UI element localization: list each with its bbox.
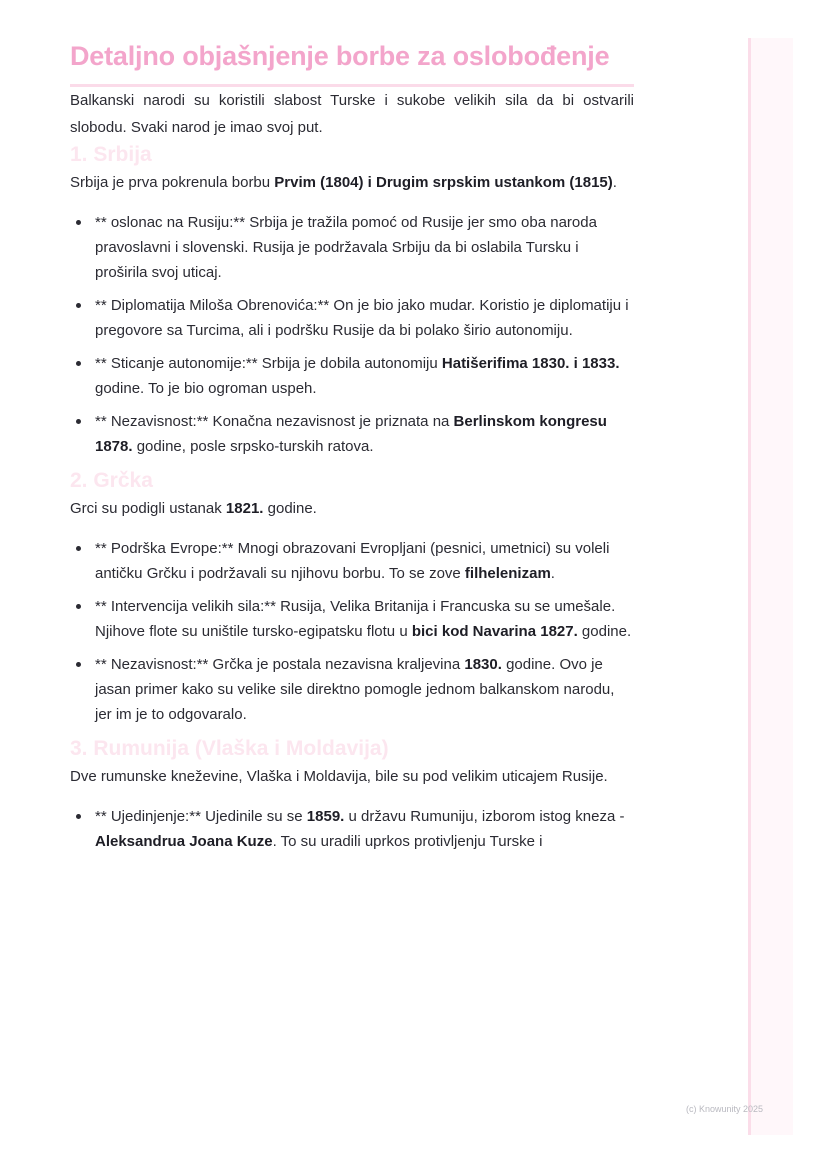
document-page [70,38,634,862]
bullet-text: On je bio jako mudar. Koristio je diplomatiju i pregovore sa Turcima, ali i podršku Rusije da bi polako širio autonomiju. [95,297,629,339]
bullet-text-end: . To su uradili uprkos protivljenju Turske i [272,833,543,850]
bullet-bold: Hatišerifima 1830. i 1833. [441,355,620,372]
list-item [70,293,634,343]
bullet-icon [76,419,81,424]
intro-bold: 1821. [225,500,264,517]
bullet-text: Ujedinile su se [200,808,307,825]
section-intro-grcka [70,495,634,522]
bullet-label: ** Podrška Evrope:** [95,540,234,557]
bullet-icon [76,814,81,819]
bullet-icon [76,662,81,667]
intro-text-end: godine. [263,500,317,517]
side-panel [748,38,793,1135]
bullet-label: ** Nezavisnost:** [95,656,209,673]
intro-text: Dve rumunske kneževine, Vlaška i Moldavija, bile su pod velikim uticajem Rusije. [70,768,608,785]
intro-text: Grci su podigli ustanak [70,500,226,517]
bullet-text: Grčka je postala nezavisna kraljevina [208,656,465,673]
bullet-icon [76,220,81,225]
intro-text-end: . [612,174,617,191]
bullet-icon [76,303,81,308]
bullet-icon [76,361,81,366]
bullet-bold: bici kod Navarina 1827. [411,623,578,640]
bullet-text: Srbija je dobila autonomiju [257,355,442,372]
bullet-text-end: godine. To je bio ogroman uspeh. [95,380,317,397]
list-item [70,652,634,727]
bullet-text: Rusija, Velika Britanija i Francuska su se umešale. Njihove flote su uništile tursko-egipatsku flotu u [95,598,616,640]
bullet-label: ** Diplomatija Miloša Obrenovića:** [95,297,330,314]
bullet-bold: 1859. [306,808,345,825]
copyright-watermark: (c) Knowunity 2025 [686,1104,764,1114]
section-intro-srbija [70,169,634,196]
bullet-icon [76,546,81,551]
intro-text: Srbija je prva pokrenula borbu [70,174,275,191]
intro-paragraph: Balkanski narodi su koristili slabost Turske i sukobe velikih sila da bi ostvarili slobodu. Svaki narod je imao svoj put. [70,92,634,136]
bullet-text-end: godine, posle srpsko-turskih ratova. [132,438,374,455]
section-intro-rumunija [70,763,634,790]
bullet-icon [76,604,81,609]
bullet-label: ** Nezavisnost:** [95,413,209,430]
bullet-bold-name: Aleksandrua Joana Kuze [95,833,273,850]
bullet-text-end: godine. [577,623,632,640]
list-item [70,351,634,401]
list-item [70,210,634,285]
bullet-text: Srbija je tražila pomoć od Rusije jer smo oba naroda pravoslavni i slovenski. Rusija je podržavala Srbiju da bi oslabila Tursku i proširila svoj uticaj. [95,214,597,281]
list-item [70,594,634,644]
list-item [70,536,634,586]
bullet-list-grcka [70,536,634,727]
section-heading-srbija: 1. Srbija [70,143,152,166]
list-item [70,409,634,459]
bullet-list-rumunija [70,804,634,854]
bullet-label: ** Intervencija velikih sila:** [95,598,276,615]
bullet-text: Mnogi obrazovani Evropljani (pesnici, umetnici) su voleli antičku Grčku i podržavali su njihovu borbu. To se zove [95,540,610,582]
list-item [70,804,634,854]
intro-bold: Prvim (1804) i Drugim srpskim ustankom (1815) [274,174,613,191]
bullet-bold: filhelenizam [464,565,551,582]
bullet-label: ** Sticanje autonomije:** [95,355,258,372]
bullet-list-srbija [70,210,634,459]
bullet-bold: Berlinskom kongresu 1878. [95,413,607,455]
bullet-text-end: godine. Ovo je jasan primer kako su velike sile direktno pomogle jednom balkanskom narodu, jer im je to odgovaralo. [95,656,615,723]
bullet-label: ** Ujedinjenje:** [95,808,201,825]
bullet-text: Konačna nezavisnost je priznata na [208,413,454,430]
bullet-label: ** oslonac na Rusiju:** [95,214,246,231]
section-heading-rumunija: 3. Rumunija (Vlaška i Moldavija) [70,737,389,760]
section-heading-grcka: 2. Grčka [70,469,153,492]
bullet-text-mid: u državu Rumuniju, izborom istog kneza - [344,808,625,825]
page-title: Detaljno objašnjenje borbe za oslobođenje [70,38,634,87]
bullet-bold: 1830. [464,656,502,673]
bullet-text-end: . [550,565,555,582]
